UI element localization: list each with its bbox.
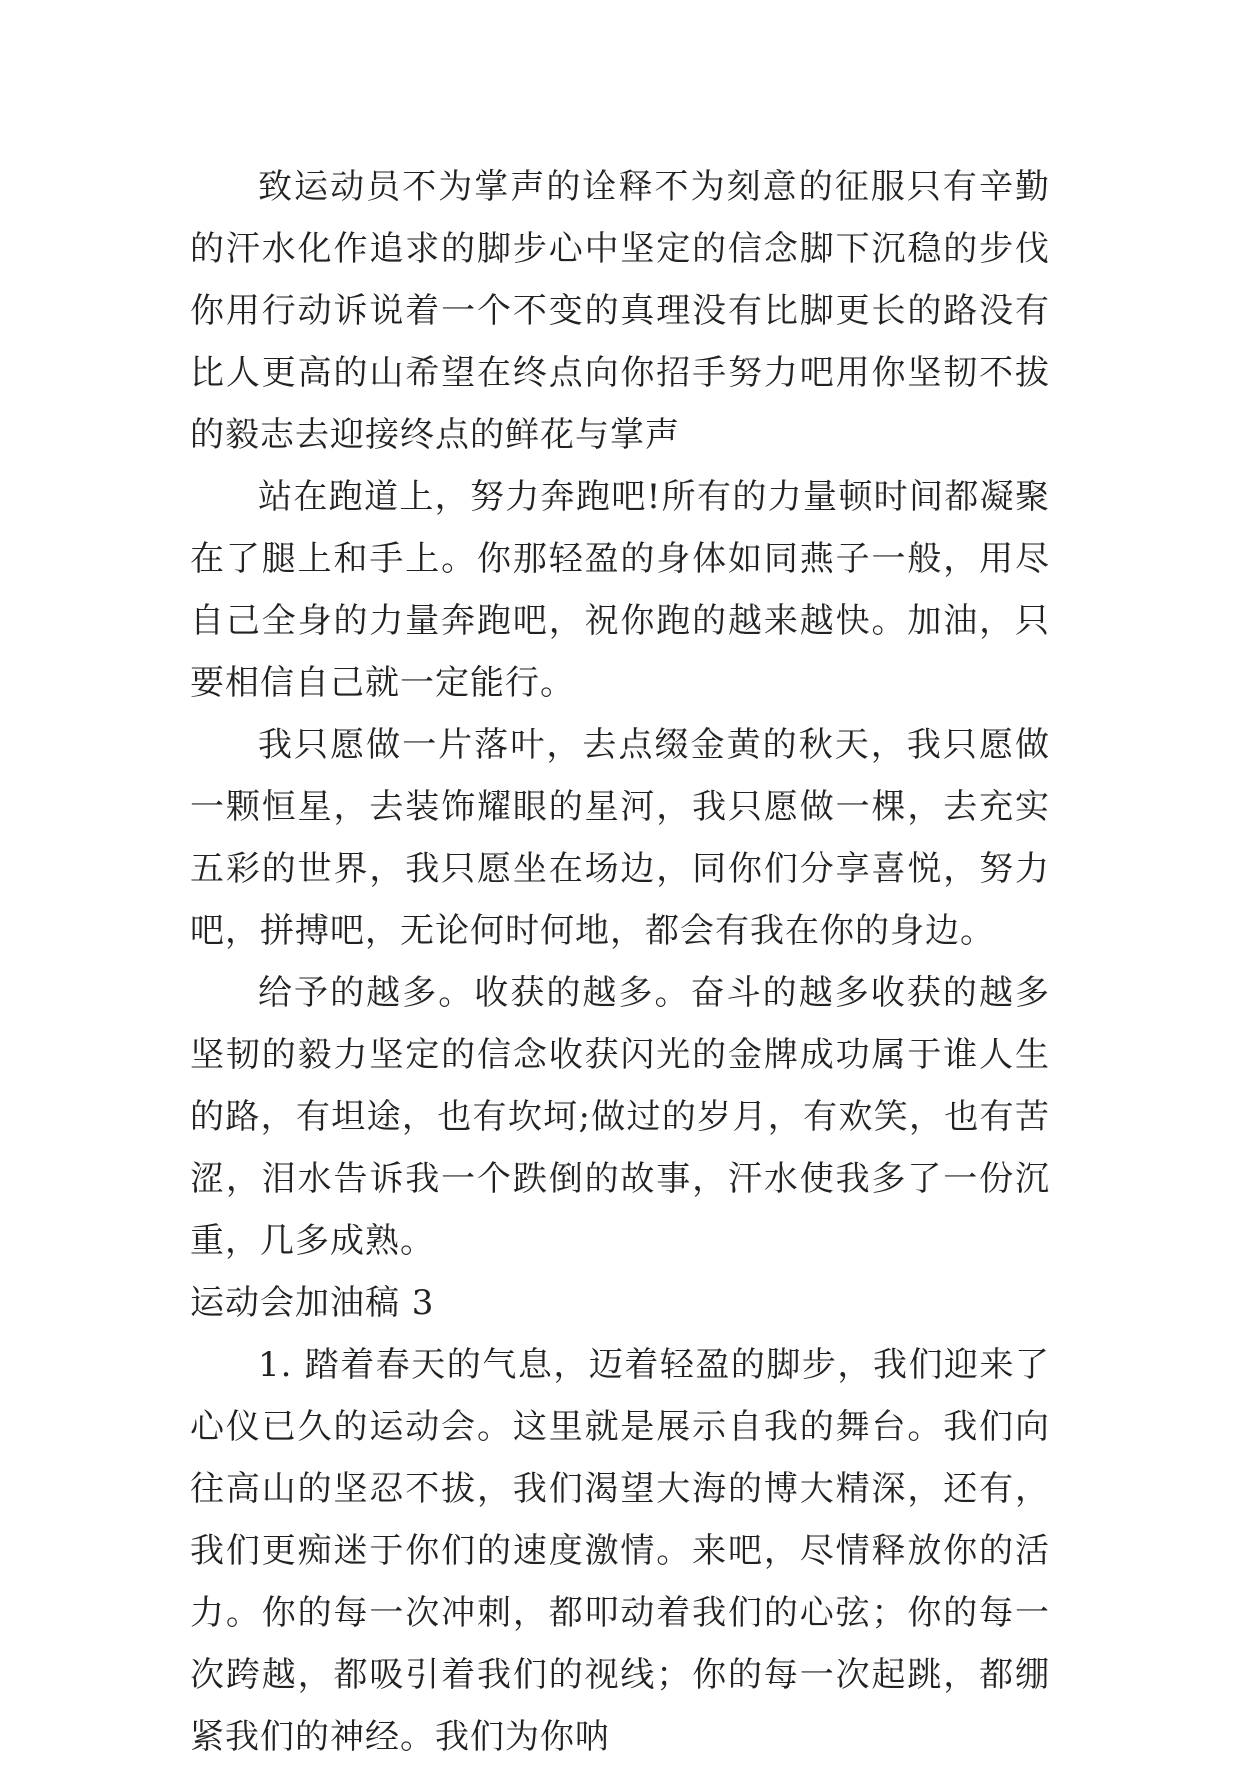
paragraph-spring-sports-meet: 1. 踏着春天的气息，迈着轻盈的脚步，我们迎来了心仪已久的运动会。这里就是展示自我的舞台。我们向往高山的坚忍不拔，我们渴望大海的博大精深，还有，我们更痴迷于你们的速度激情。来吧，尽情释放你的活力。你的每一次冲刺，都叩动着我们的心弦；你的每一次跨越，都吸引着我们的视线；你的每一次起跳，都绷紧我们的神经。我们为你呐 <box>190 1345 1050 1757</box>
paragraph-athlete-dedication: 致运动员不为掌声的诠释不为刻意的征服只有辛勤的汗水化作追求的脚步心中坚定的信念脚下沉稳的步伐你用行动诉说着一个不变的真理没有比脚更长的路没有比人更高的山希望在终点向你招手努力吧用你坚韧不拔的毅志去迎接终点的鲜花与掌声 <box>190 167 1050 455</box>
paragraph-falling-leaf: 我只愿做一片落叶，去点缀金黄的秋天，我只愿做一颗恒星，去装饰耀眼的星河，我只愿做一棵，去充实五彩的世界，我只愿坐在场边，同你们分享喜悦，努力吧，拼搏吧，无论何时何地，都会有我在你的身边。 <box>190 725 1050 951</box>
section-heading: 运动会加油稿 3 <box>190 1283 435 1323</box>
paragraph-giving-harvest: 给予的越多。收获的越多。奋斗的越多收获的越多坚韧的毅力坚定的信念收获闪光的金牌成功属于谁人生的路，有坦途，也有坎坷;做过的岁月，有欢笑，也有苦涩，泪水告诉我一个跌倒的故事，汗水使我多了一份沉重，几多成熟。 <box>190 973 1050 1261</box>
paragraph-running-track: 站在跑道上，努力奔跑吧!所有的力量顿时间都凝聚在了腿上和手上。你那轻盈的身体如同燕子一般，用尽自己全身的力量奔跑吧，祝你跑的越来越快。加油，只要相信自己就一定能行。 <box>190 477 1050 703</box>
document-body <box>190 156 1050 1768</box>
